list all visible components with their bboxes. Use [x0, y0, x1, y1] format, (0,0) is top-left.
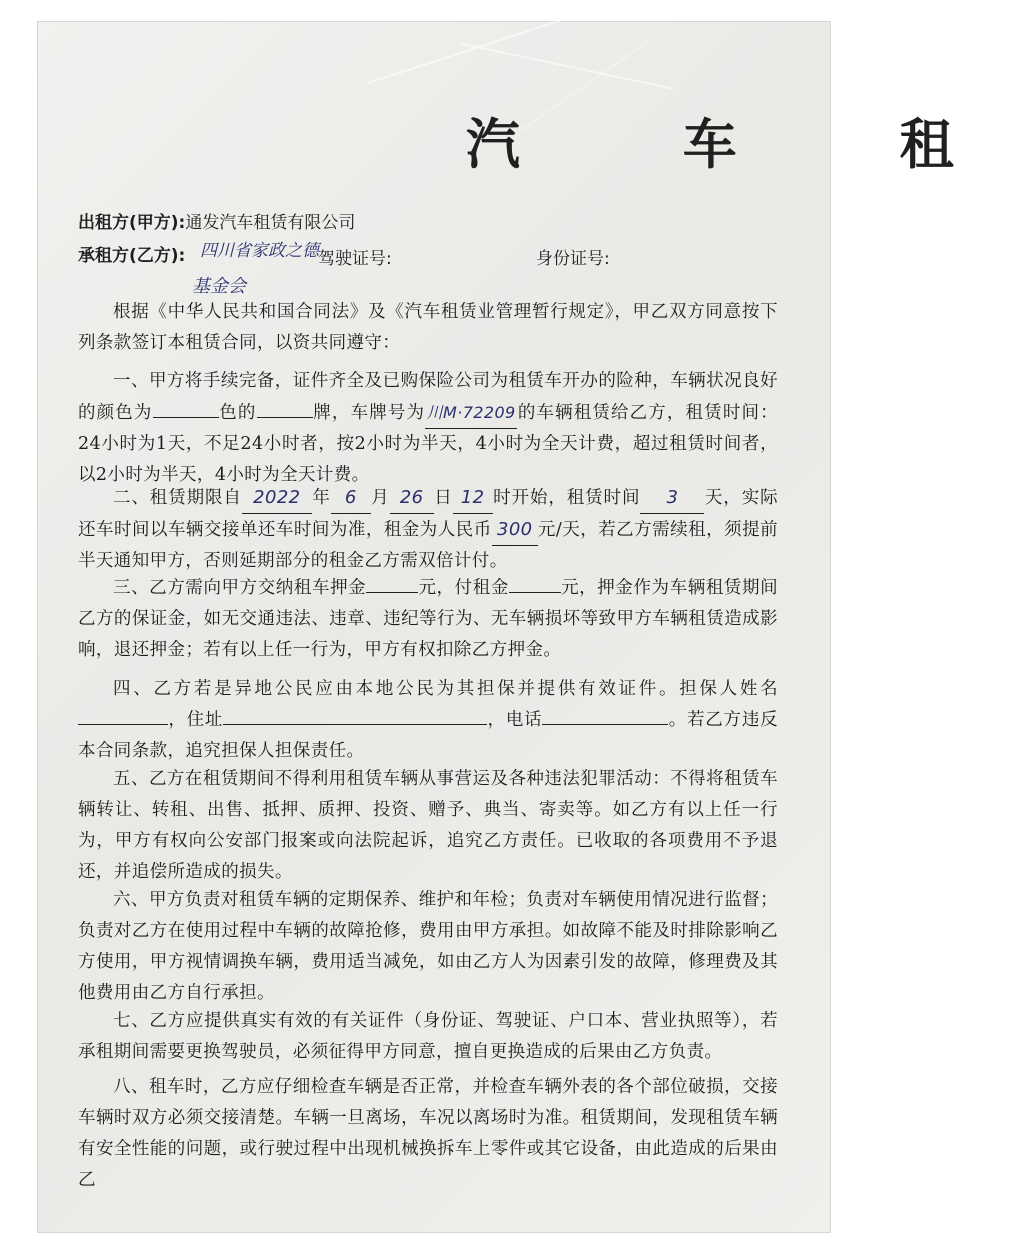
guarantor-name-blank — [78, 710, 168, 725]
clause-2 — [78, 482, 778, 577]
color-blank — [153, 403, 219, 418]
daily-rent: 300 — [492, 514, 538, 546]
deposit-blank — [366, 578, 418, 593]
clause-3 — [78, 573, 778, 666]
id-label: 身份证号: — [536, 249, 610, 269]
intro-paragraph: 根据《中华人民共和国合同法》及《汽车租赁业管理暂行规定》，甲乙双方同意按下列条款签订本租赁合同，以资共同遵守： — [78, 302, 778, 353]
plate-number: 川M·72209 — [425, 397, 517, 429]
lessor-label: 出租方(甲方): — [78, 213, 186, 233]
clause-3-text-c: 元，押金作为车辆租赁期间乙方的保证金，如无交通违法、违章、违纪等行为、无车辆损坏等致甲方车辆租赁造成影响，退还押金；若有以上任一行为，甲方有权扣除乙方押金。 — [78, 578, 778, 660]
clause-2-text-g: 元/天，若乙方需续租，须提前半天通知甲方，否则延期部分的租金乙方需双倍计付。 — [78, 520, 778, 571]
clause-1-text-a: 一、甲方将手续完备，证件齐全及已购保险公司为租赁车开办的险种，车辆状况良好的颜色为 — [78, 371, 778, 423]
lessee-line — [78, 241, 185, 266]
start-hour: 12 — [453, 482, 493, 514]
clause-4-text-b: ，住址 — [168, 710, 224, 730]
clause-4 — [78, 674, 778, 767]
lessee-handwritten-name: 四川省家政之德 — [200, 241, 319, 261]
clause-4-text-a: 四、乙方若是异地公民应由本地公民为其担保并提供有效证件。担保人姓名 — [113, 679, 778, 699]
start-year: 2022 — [242, 482, 312, 514]
clause-1 — [78, 366, 778, 491]
clause-1-text-b: 色的 — [218, 403, 257, 423]
license-label: 驾驶证号: — [318, 249, 392, 269]
clause-2-text-e: 时开始，租赁时间 — [492, 488, 641, 508]
brand-blank — [257, 403, 313, 418]
guarantor-phone-blank — [542, 710, 668, 725]
clause-2-text-a: 二、租赁期限自 — [113, 488, 242, 508]
clause-3-text-a: 三、乙方需向甲方交纳租车押金 — [113, 578, 367, 598]
clause-4-text-c: ，电话 — [487, 710, 543, 730]
rental-days: 3 — [640, 482, 704, 514]
clause-7: 七、乙方应提供真实有效的有关证件（身份证、驾驶证、户口本、营业执照等），若承租期间需要更换驾驶员，必须征得甲方同意，擅自更换造成的后果由乙方负责。 — [78, 1011, 778, 1062]
guarantor-address-blank — [223, 710, 487, 725]
contract-title: 汽 车 租 — [466, 113, 1026, 176]
clause-5: 五、乙方在租赁期间不得利用租赁车辆从事营运及各种违法犯罪活动：不得将租赁车辆转让、转租、出售、抵押、质押、投资、赠予、典当、寄卖等。如乙方有以上任一行为，甲方有权向公安部门报案或向法院起诉，追究乙方责任。已收取的各项费用不予退还，并追偿所造成的损失。 — [78, 769, 778, 882]
clause-2-text-b: 年 — [311, 488, 331, 508]
clause-8: 八、租车时，乙方应仔细检查车辆是否正常，并检查车辆外表的各个部位破损，交接车辆时双方必须交接清楚。车辆一旦离场，车况以离场时为准。租赁期间，发现租赁车辆有安全性能的问题，或行驶过程中出现机械换拆车上零件或其它设备，由此造成的后果由乙 — [78, 1077, 778, 1190]
clause-6: 六、甲方负责对租赁车辆的定期保养、维护和年检；负责对车辆使用情况进行监督；负责对乙方在使用过程中车辆的故障抢修，费用由甲方承担。如故障不能及时排除影响乙方使用，甲方视情调换车辆，费用适当减免，如由乙方人为因素引发的故障，修理费及其他费用由乙方自行承担。 — [78, 890, 778, 1003]
rent-paid-blank — [509, 578, 561, 593]
start-day: 26 — [390, 482, 434, 514]
clause-2-text-d: 日 — [433, 488, 453, 508]
start-month: 6 — [331, 482, 371, 514]
clause-4-text-d: 。若乙方违反本合同条款，追究担保人担保责任。 — [78, 710, 778, 761]
lessee-label: 承租方(乙方): — [78, 246, 186, 266]
clause-1-text-c: 牌，车牌号为 — [312, 403, 426, 423]
lessee-handwritten-name-2: 基金会 — [192, 276, 246, 297]
lessor-line — [78, 208, 355, 233]
paper-crease — [458, 42, 674, 90]
clause-3-text-b: 元，付租金 — [418, 578, 509, 598]
clause-2-text-c: 月 — [370, 488, 390, 508]
clause-2-text-f: 天，实际还车时间以车辆交接单还车时间为准，租金为人民币 — [78, 488, 778, 540]
lessor-value: 通发汽车租赁有限公司 — [185, 213, 356, 233]
clause-1-text-d: 的车辆租赁给乙方，租赁时间：24小时为1天，不足24小时者，按2小时为半天，4小时为全天计费，超过租赁时间者，以2小时为半天，4小时为全天计费。 — [78, 403, 778, 485]
paper-crease — [368, 2, 616, 84]
